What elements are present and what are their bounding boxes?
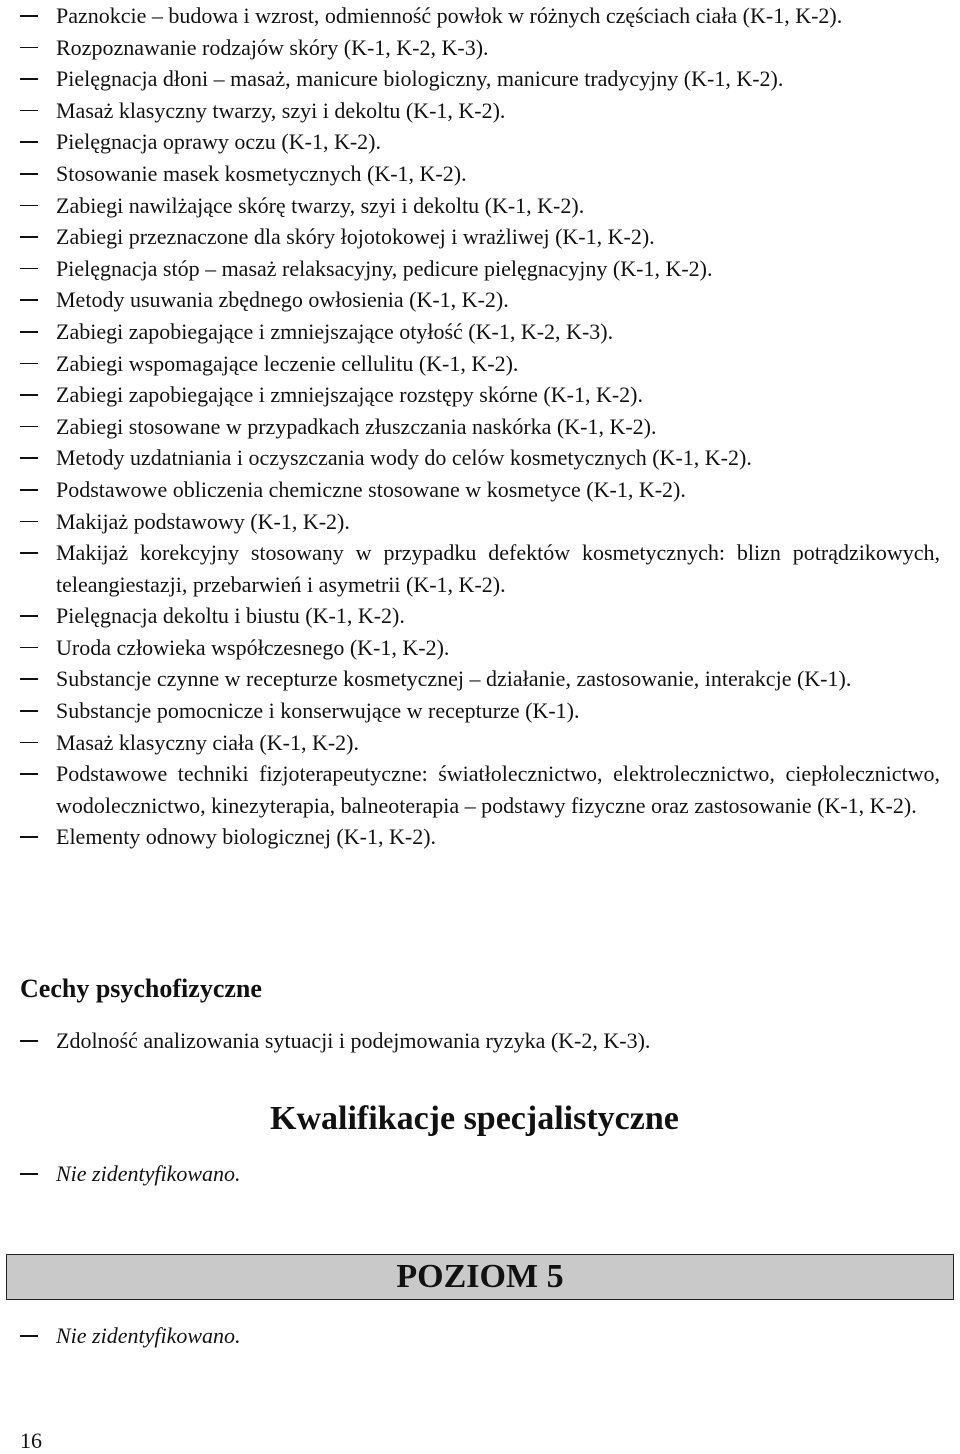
list-item: Pielęgnacja dłoni – masaż, manicure biologiczny, manicure tradycyjny (K-1, K-2). xyxy=(0,63,960,95)
list-item: Metody uzdatniania i oczyszczania wody do celów kosmetycznych (K-1, K-2). xyxy=(0,442,960,474)
list-item: Uroda człowieka współczesnego (K-1, K-2). xyxy=(0,632,960,664)
list-item: Zabiegi zapobiegające i zmniejszające rozstępy skórne (K-1, K-2). xyxy=(0,379,960,411)
section-heading-psychophysical: Cechy psychofizyczne xyxy=(20,974,262,1003)
list-item: Substancje czynne w recepturze kosmetycznej – działanie, zastosowanie, interakcje (K-1). xyxy=(0,663,960,695)
section-heading-specialist: Kwalifikacje specjalistyczne xyxy=(270,1100,679,1137)
list-item: Podstawowe techniki fizjoterapeutyczne: światłolecznictwo, elektrolecznictwo, ciepłolecznictwo, wodolecznictwo, kinezyterapia, balneoterapia – podstawy fizyczne oraz zastosowanie (K-1, K-2). xyxy=(0,758,960,821)
list-item: Substancje pomocnicze i konserwujące w recepturze (K-1). xyxy=(0,695,960,727)
list-item: Stosowanie masek kosmetycznych (K-1, K-2). xyxy=(0,158,960,190)
psychophysical-list xyxy=(0,1025,960,1057)
list-item: Pielęgnacja oprawy oczu (K-1, K-2). xyxy=(0,126,960,158)
list-item: Zabiegi wspomagające leczenie cellulitu (K-1, K-2). xyxy=(0,348,960,380)
specialist-list xyxy=(0,1158,960,1190)
list-item: Zabiegi nawilżające skórę twarzy, szyi i dekoltu (K-1, K-2). xyxy=(0,190,960,222)
list-item: Metody usuwania zbędnego owłosienia (K-1, K-2). xyxy=(0,284,960,316)
list-item: Rozpoznawanie rodzajów skóry (K-1, K-2, K-3). xyxy=(0,32,960,64)
list-item: Zdolność analizowania sytuacji i podejmowania ryzyka (K-2, K-3). xyxy=(0,1025,960,1057)
list-item: Podstawowe obliczenia chemiczne stosowane w kosmetyce (K-1, K-2). xyxy=(0,474,960,506)
list-item: Nie zidentyfikowano. xyxy=(0,1320,960,1352)
list-item: Pielęgnacja stóp – masaż relaksacyjny, pedicure pielęgnacyjny (K-1, K-2). xyxy=(0,253,960,285)
list-item: Elementy odnowy biologicznej (K-1, K-2). xyxy=(0,821,960,853)
page-number: 16 xyxy=(20,1428,42,1453)
level-list xyxy=(0,1320,960,1352)
list-item: Makijaż podstawowy (K-1, K-2). xyxy=(0,506,960,538)
list-item: Paznokcie – budowa i wzrost, odmienność powłok w różnych częściach ciała (K-1, K-2). xyxy=(0,0,960,32)
list-item: Masaż klasyczny ciała (K-1, K-2). xyxy=(0,727,960,759)
list-item: Zabiegi stosowane w przypadkach złuszczania naskórka (K-1, K-2). xyxy=(0,411,960,443)
level-title: POZIOM 5 xyxy=(396,1258,564,1295)
list-item: Zabiegi przeznaczone dla skóry łojotokowej i wrażliwej (K-1, K-2). xyxy=(0,221,960,253)
list-item: Zabiegi zapobiegające i zmniejszające otyłość (K-1, K-2, K-3). xyxy=(0,316,960,348)
list-item: Masaż klasyczny twarzy, szyi i dekoltu (K-1, K-2). xyxy=(0,95,960,127)
list-item: Pielęgnacja dekoltu i biustu (K-1, K-2). xyxy=(0,600,960,632)
list-item: Makijaż korekcyjny stosowany w przypadku defektów kosmetycznych: blizn potrądzikowych, teleangiestazji, przebarwień i asymetrii (K-1, K-2). xyxy=(0,537,960,600)
list-item: Nie zidentyfikowano. xyxy=(0,1158,960,1190)
